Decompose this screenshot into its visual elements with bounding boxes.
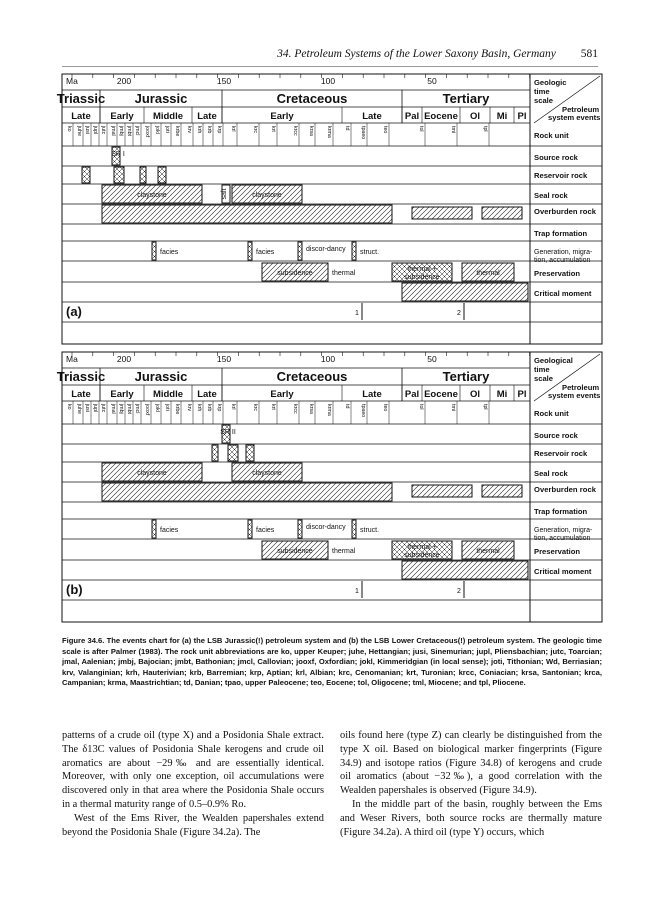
rock-unit-label: krv [186, 126, 192, 134]
corner-scale: scale [534, 96, 554, 105]
rock-unit-label: krma [326, 404, 332, 416]
rock-unit-label: jooxf [144, 404, 150, 416]
ma-tick-label: 200 [116, 354, 132, 364]
epoch-label: Early [270, 389, 294, 400]
generation-thermal-plus-label: thermal + [407, 266, 437, 273]
ma-axis-label: Ma [66, 354, 78, 364]
rock-unit-label: krl [230, 404, 236, 410]
rock-unit-label: juhe [76, 404, 82, 415]
rock-unit-label: tpaeo [360, 404, 366, 418]
rock-unit-label: krl [230, 126, 236, 132]
row-label-preservation: Preservation [534, 269, 581, 278]
trap-struct-bar [352, 242, 356, 260]
epoch-label: Late [197, 389, 217, 400]
corner-system-events: system events [548, 391, 601, 400]
row-label-trap-formation: Trap formation [534, 229, 588, 238]
rock-unit-label: krh [196, 404, 202, 412]
critical-moment-2-label: 2 [457, 588, 461, 595]
rock-unit-label: krh [196, 126, 202, 134]
epoch-label: Pl [517, 389, 527, 400]
rock-unit-label: krsa [308, 126, 314, 137]
rock-unit-label: tol [418, 404, 424, 410]
rock-unit-label: krp [216, 404, 222, 412]
period-label: Tertiary [442, 91, 490, 106]
epoch-label: Late [71, 111, 91, 122]
rock-unit-label: jokl [154, 404, 160, 412]
ma-tick-label: 200 [116, 76, 132, 86]
body-paragraph: patterns of a crude oil (type X) and a Posidonia Shale extract. The δ13C values of Posidonia Shale kerogens and crude oil aromatics are about −29‰ and are essentially identical. Moreover, with only one exception, oil accumulations were discovered only in that area where the Posidonia Shale occurs in a thermal maturity range of 0.5–0.9% Ro. [62, 730, 324, 810]
trap-facies-bar [152, 242, 156, 260]
corner-geologic: Geological [534, 356, 573, 365]
rock-unit-label: jusi [84, 126, 90, 134]
trap-facies-label-2: facies [256, 527, 275, 534]
epoch-label: Pl [517, 111, 527, 122]
generation-subsidence-label: subsidence [277, 270, 313, 277]
header-rule [62, 66, 598, 67]
events-chart-b [56, 352, 602, 622]
seal-claystone-label-2: claystone [252, 470, 282, 477]
rock-unit-label: krbe [174, 404, 180, 415]
generation-subsidence-label-2: subsidence [404, 552, 440, 559]
ma-tick-label: 100 [320, 354, 336, 364]
rock-unit-label: jmbj [118, 404, 124, 414]
rock-unit-label: tpaeo [360, 126, 366, 140]
trap-facies-bar [152, 520, 156, 538]
row-label-seal-rock: Seal rock [534, 469, 568, 478]
epoch-label: Early [110, 389, 134, 400]
rock-unit-label: krb [206, 126, 212, 134]
corner-petroleum: Petroleum [562, 383, 600, 392]
epoch-label: Pal [404, 389, 420, 400]
row-label-seal-rock: Seal rock [534, 191, 568, 200]
running-title: 34. Petroleum Systems of the Lower Saxony Basin, Germany [277, 48, 556, 60]
generation-thermal-label: thermal [332, 270, 356, 277]
rock-unit-label: krt [270, 404, 276, 410]
overburden-bar-2 [412, 485, 472, 497]
rock-unit-label: krma [326, 126, 332, 138]
epoch-label: Pal [404, 111, 420, 122]
reservoir-rock-bar [246, 445, 254, 461]
reservoir-rock-bar [82, 167, 90, 183]
epoch-label: Late [71, 389, 91, 400]
source-rock-tag: SR II [220, 429, 236, 436]
rock-unit-label: joti [164, 126, 170, 133]
rock-unit-label: jmbt [126, 126, 132, 137]
salt-label: salt [221, 188, 228, 200]
generation-subsidence-label: subsidence [277, 548, 313, 555]
epoch-label: Early [270, 111, 294, 122]
events-chart-a [56, 74, 602, 344]
reservoir-rock-bar [140, 167, 146, 183]
rock-unit-label: krc [252, 126, 258, 134]
period-label: Tertiary [442, 369, 490, 384]
panel-label: (a) [66, 304, 82, 319]
critical-moment-1-label: 1 [355, 310, 359, 317]
rock-unit-label: krcc [292, 126, 298, 136]
rock-unit-label: krsa [308, 404, 314, 415]
ma-tick-label: 100 [320, 76, 336, 86]
rock-unit-label: krp [216, 126, 222, 134]
page-number: 581 [580, 48, 598, 60]
corner-time: time [534, 87, 550, 96]
trap-struct-label: struct. [360, 249, 380, 256]
rock-unit-label: jmcl [134, 126, 140, 136]
epoch-label: Ol [469, 111, 481, 122]
preservation-bar [402, 283, 528, 301]
row-label-trap-formation: Trap formation [534, 507, 588, 516]
generation-thermal-plus-label: thermal + [407, 544, 437, 551]
rock-unit-label: krcc [292, 404, 298, 414]
body-column-right [340, 729, 602, 839]
body-paragraph: In the middle part of the basin, roughly between the Ems and Weser Rivers, both source rocks are thermally mature (Figure 34.2a). A third oil (type Y) occurs, which [340, 798, 602, 838]
epoch-label: Mi [496, 111, 508, 122]
rock-unit-label: krt [270, 126, 276, 132]
body-paragraph: West of the Ems River, the Wealden papershales extend beyond the Posidonia Shale (Figure 34.2a). The [62, 812, 324, 838]
rock-unit-label: jmal [110, 126, 116, 136]
rock-unit-label: jupl [92, 126, 98, 135]
seal-claystone-label: claystone [137, 192, 167, 199]
rock-unit-label: jmal [110, 404, 116, 414]
ma-tick-label: 150 [216, 76, 232, 86]
rock-unit-label: krv [186, 404, 192, 412]
epoch-label: Middle [152, 111, 184, 122]
rock-unit-label: td [344, 126, 350, 131]
rock-unit-label: krc [252, 404, 258, 412]
corner-petroleum: Petroleum [562, 105, 600, 114]
generation-subsidence-label-2: subsidence [404, 274, 440, 281]
ma-tick-label: 50 [427, 76, 437, 86]
trap-struct-label: struct. [360, 527, 380, 534]
trap-discordancy-bar [298, 520, 302, 538]
rock-unit-label: tmi [450, 126, 456, 134]
rock-unit-label: jmbt [126, 404, 132, 415]
row-label-generation-1: Generation, migra- [534, 249, 593, 256]
rock-unit-label: jmcl [134, 404, 140, 414]
epoch-label: Early [110, 111, 134, 122]
row-label-rock-unit: Rock unit [534, 131, 569, 140]
rock-unit-label: krbe [174, 126, 180, 137]
epoch-label: Eocene [424, 111, 458, 122]
row-label-preservation: Preservation [534, 547, 581, 556]
trap-facies-bar-2 [248, 242, 252, 260]
overburden-bar-3 [482, 207, 522, 219]
reservoir-rock-bar [228, 445, 238, 461]
row-label-generation-2: tion, accumulation [534, 257, 591, 264]
row-label-rock-unit: Rock unit [534, 409, 569, 418]
trap-discordancy-label: discor-dancy [306, 246, 346, 253]
body-paragraph: oils found here (type Z) can clearly be distinguished from the type X oil. Based on biological marker fingerprints (Figure 34.9) and isotope ratios (Figure 34.8) of kerogens and crude oil aromatics (about −32‰), a good correlation with the Wealden papershales is observed (Figure 34.9). [340, 730, 602, 797]
period-label: Triassic [56, 369, 106, 384]
period-label: Triassic [56, 91, 106, 106]
row-label-critical-moment: Critical moment [534, 567, 592, 576]
rock-unit-label: ko [66, 126, 72, 132]
epoch-label: Middle [152, 389, 184, 400]
overburden-bar-2 [412, 207, 472, 219]
epoch-label: Mi [496, 389, 508, 400]
rock-unit-label: ko [66, 404, 72, 410]
corner-scale: scale [534, 374, 554, 383]
overburden-bar [102, 205, 392, 223]
row-label-generation-1: Generation, migra- [534, 527, 593, 534]
trap-discordancy-label: discor-dancy [306, 524, 346, 531]
rock-unit-label: tmi [450, 404, 456, 412]
overburden-bar [102, 483, 392, 501]
rock-unit-label: jmbj [118, 126, 124, 136]
rock-unit-label: tpl [482, 404, 488, 410]
ma-tick-label: 50 [427, 354, 437, 364]
critical-moment-1-label: 1 [355, 588, 359, 595]
ma-tick-label: 150 [216, 354, 232, 364]
row-label-source-rock: Source rock [534, 153, 578, 162]
rock-unit-label: jutc [100, 126, 106, 135]
panel-label: (b) [66, 582, 83, 597]
preservation-bar [402, 561, 528, 579]
row-label-generation-2: tion, accumulation [534, 535, 591, 542]
rock-unit-label: jokl [154, 126, 160, 134]
corner-time: time [534, 365, 550, 374]
rock-unit-label: tol [418, 126, 424, 132]
period-label: Jurassic [134, 369, 188, 384]
row-label-source-rock: Source rock [534, 431, 578, 440]
rock-unit-label: jupl [92, 404, 98, 413]
reservoir-rock-bar [212, 445, 218, 461]
trap-facies-bar-2 [248, 520, 252, 538]
rock-unit-label: jutc [100, 404, 106, 413]
epoch-label: Late [197, 111, 217, 122]
trap-struct-bar [352, 520, 356, 538]
rock-unit-label: tpl [482, 126, 488, 132]
period-label: Cretaceous [276, 91, 348, 106]
reservoir-rock-bar [158, 167, 166, 183]
generation-thermal-label-2: thermal [476, 548, 500, 555]
seal-claystone-label: claystone [137, 470, 167, 477]
rock-unit-label: krb [206, 404, 212, 412]
generation-thermal-label: thermal [332, 548, 356, 555]
critical-moment-2-label: 2 [457, 310, 461, 317]
row-label-critical-moment: Critical moment [534, 289, 592, 298]
row-label-overburden: Overburden rock [534, 207, 596, 216]
trap-facies-label-2: facies [256, 249, 275, 256]
ma-axis-label: Ma [66, 76, 78, 86]
rock-unit-label: jusi [84, 404, 90, 412]
epoch-label: Late [362, 111, 382, 122]
running-header [277, 48, 598, 60]
body-column-left [62, 729, 324, 839]
rock-unit-label: teo [382, 126, 388, 134]
reservoir-rock-bar [114, 167, 124, 183]
trap-facies-label: facies [160, 249, 179, 256]
generation-thermal-label-2: thermal [476, 270, 500, 277]
figure-caption: Figure 34.6. The events chart for (a) the LSB Jurassic(!) petroleum system and (b) the LSB Lower Cretaceous(!) petroleum system. The geologic time scale is after Palmer (1983). The rock unit abbreviations are ko, upper Keuper; juhe, Hettangian; jusi, Sinemurian; jupl, Pliensbachian; jutc, Toarcian; jmal, Aalenian; jmbj, Bajocian; jmbt, Bathonian; jmcl, Callovian; jooxf, Oxfordian; jokl, Kimmeridgian (in local sense); joti, Tithonian; Wd, Berriasian; krv, Valanginian; krh, Hauterivian; krb, Barremian; krp, Aptian; krl, Albian; krc, Cenomanian; krt, Turonian; krcc, Coniacian; krsa, Santonian; krca, Campanian; krma, Maastrichtian; td, Danian; tpao, upper Paleocene; teo, Eocene; tol, Oligocene; tml, Miocene; and tpl, Pliocene. [62, 636, 602, 688]
period-label: Cretaceous [276, 369, 348, 384]
row-label-reservoir-rock: Reservoir rock [534, 449, 588, 458]
rock-unit-label: jooxf [144, 126, 150, 138]
rock-unit-label: juhe [76, 126, 82, 137]
corner-geologic: Geologic [534, 78, 567, 87]
period-label: Jurassic [134, 91, 188, 106]
row-label-overburden: Overburden rock [534, 485, 596, 494]
source-rock-tag: SR I [111, 151, 125, 158]
overburden-bar-3 [482, 485, 522, 497]
rock-unit-label: teo [382, 404, 388, 412]
row-label-reservoir-rock: Reservoir rock [534, 171, 588, 180]
rock-unit-label: td [344, 404, 350, 409]
trap-facies-label: facies [160, 527, 179, 534]
epoch-label: Eocene [424, 389, 458, 400]
trap-discordancy-bar [298, 242, 302, 260]
epoch-label: Late [362, 389, 382, 400]
rock-unit-label: joti [164, 404, 170, 411]
corner-system-events: system events [548, 113, 601, 122]
epoch-label: Ol [469, 389, 481, 400]
seal-claystone-label-2: claystone [252, 192, 282, 199]
